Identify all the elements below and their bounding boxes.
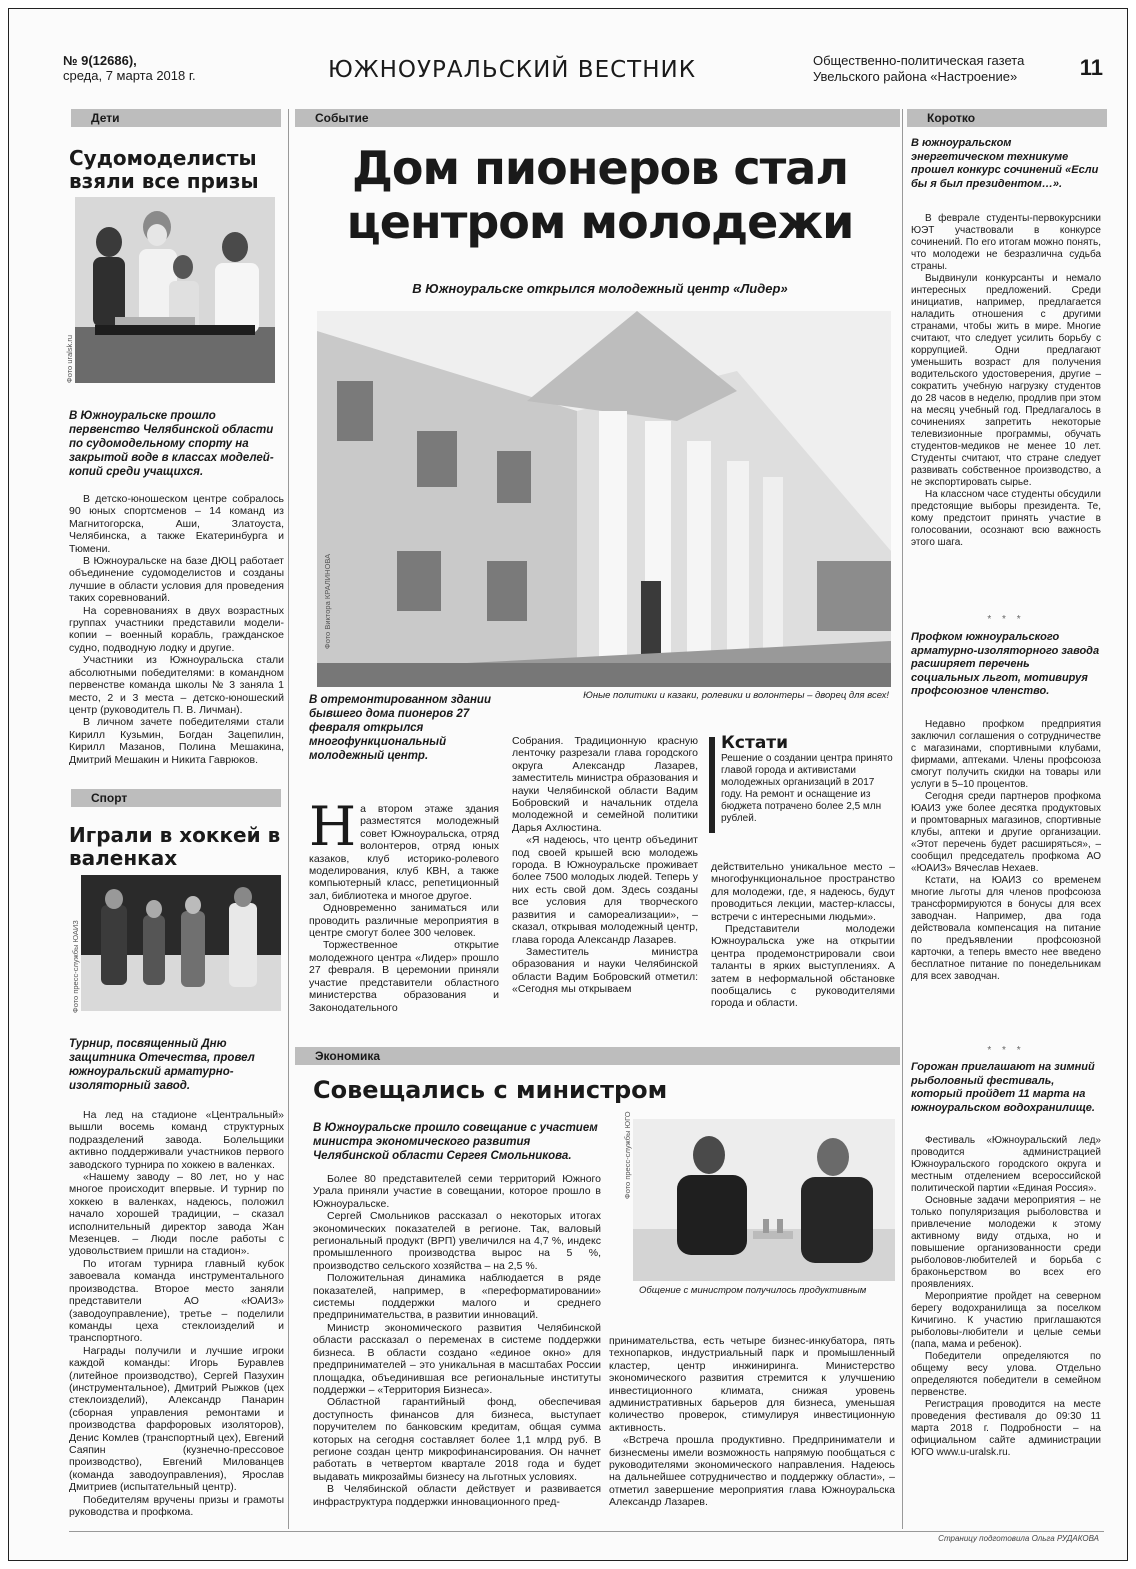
kids-lead: В Южноуральске прошло первенство Челябинской области по судомодельному спорту на закрытой воде в классах моделей-копий среди учащихся. [69,410,274,478]
main-paragraph: Торжественное открытие молодежного центра «Лидер» прошло 27 февраля. В церемонии приняли участие представители областного министерства образования и Законодательного [309,939,499,1014]
sport-photo-image [81,875,281,1011]
sport-paragraph: На лед на стадионе «Центральный» вышли восемь команд структурных подразделений завода. Болельщики активно поддерживали участников первого заводского турнира по хоккею в валенках. [69,1109,284,1171]
sport-paragraph: Награды получили и лучшие игроки каждой команды: Игорь Буравлев (литейное производство), Сергей Пазухин (инструментальное), Дмитрий Рыжков (цех стеклоизделий), Александр Панарин (сборная управления ремонтами и производства фарфоровых изоляторов), Денис Комлев (транспортный цех), Евгений Саяпин (кузнечно-прессовое производство), Евгений Милованцев (команда заводоуправления), Ярослав Дмитриев (испытательный центр). [69,1344,284,1494]
kstati-text: Решение о создании центра принято главой города и активистами молодежных организаций в 2017 году. На ремонт и оснащение из бюджета потрачено более 2,5 млн рублей. [721,753,893,824]
main-paragraph: Заместитель министра образования и науки Челябинской области Вадим Бобровский отметил: «Сегодня мы открываем [512,945,698,996]
brief-paragraph: Фестиваль «Южноуральский лед» проводится администрацией Южноуральского городского округа и местным отделением всероссийской политической партии «Единая Россия». [911,1135,1101,1194]
page-number: 11 [1079,55,1103,80]
sport-paragraph: Победителям вручены призы и грамоты руководства и профкома. [69,1493,284,1518]
economy-paragraph: Положительная динамика наблюдается в ряде показателей, например, в «переформатировании» системы поддержки малого и среднего предпринимательства, в развитии инноваций. [313,1272,601,1322]
economy-headline: Совещались с министром [313,1076,668,1104]
brief-paragraph: Победители определяются по общему весу улова. Отдельно определяются победители в семейном первенстве. [911,1351,1101,1398]
economy-paragraph: принимательства, есть четыре бизнес-инкубатора, пять технопарков, индустриальный парк и промышленный кластер, центр инжиниринга. Министерство экономического развития стремится к улучшению инвестиционного климата, снижая уровень административных барьеров для бизнеса, уменьшая количество проверок, стимулируя инвестиционную активность. [609,1335,895,1434]
brief-lead-1: В южноуральском энергетическом техникуме прошел конкурс сочинений «Если бы я был президентом…». [911,137,1099,190]
rubric-sobytie: Событие [295,109,900,127]
brief-paragraph: Кстати, на ЮАИЗ со временем многие льготы для членов профсоюза трансформируются в бонусы для всех заводчан. Например, два года действовала компенсация на питание по предъявлении профсоюзной карточки, а теперь вместо нее введено бесплатное питание по понедельникам для всех заводчан. [911,875,1101,982]
kids-body [69,493,284,766]
kids-photo [75,197,275,383]
main-body-col2 [512,735,698,996]
rubric-korotko: Коротко [907,109,1107,127]
rubric-sport: Спорт [71,789,281,807]
publisher-info [813,53,1024,85]
brief-paragraph: Регистрация проводится на месте проведения фестиваля до 09:30 11 марта 2018 г. Подробности – на официальном сайте администрации ЮГО www.u-uralsk.ru. [911,1399,1101,1458]
masthead [63,51,1103,95]
main-body-col3 [711,861,895,1010]
kids-paragraph: Участники из Южноуральска стали абсолютными победителями: в командном первенстве команда школы № 3 заняла 1 место, 2 и 3 места – детско-юношеский центр (руководитель П. В. Личман). [69,654,284,716]
brief-paragraph: В феврале студенты-первокурсники ЮЭТ участвовали в конкурсе сочинений. По его итогам можно понять, что молодежи не безразлична судьба страны. [911,213,1101,272]
newspaper-page [8,8,1128,1561]
kids-headline: Судомоделисты взяли все призы [69,146,259,193]
main-lead: В отремонтированном здании бывшего дома пионеров 27 февраля открылся многофункциональный молодежный центр. [309,694,491,762]
kstati-box [721,733,896,825]
column-divider [902,109,903,1529]
economy-paragraph: Сергей Смольников рассказал о некоторых итогах экономических показателей в регионе. Так, валовый региональный продукт (ВРП) увеличился на 4,7 %, индекс промышленного производства вырос на 5 %, производство сельского хозяйства – на 2,5 %. [313,1210,601,1272]
main-paragraph: Одновременно заниматься или проводить различные мероприятия в центре смогут более 300 человек. [309,902,499,940]
brief-body-1 [911,213,1101,549]
main-paragraph: «Я надеюсь, что центр объединит под своей крышей всю молодежь города. В Южноуральске проживает более 7500 молодых людей. Теперь у них есть свой дом. Здесь созданы все условия для творческого развития и самореализации», – сказал, открывая молодежный центр, глава города Александр Лазарев. [512,834,698,946]
sport-headline: Играли в хоккей в валенках [69,823,281,870]
brief-paragraph: Недавно профком предприятия заключил соглашения о сотрудничестве с магазинами, спортивными клубами, фирмами, аптеками. Члены профсоюза смогут получить скидки на товары или услуги в 5–10 процентов. [911,719,1101,790]
brief-separator: * * * [987,614,1025,625]
kstati-bar [709,737,715,833]
economy-paragraph: В Челябинской области действует и развивается инфраструктура поддержки инновационного пред- [313,1483,601,1508]
rubric-ekonomika: Экономика [295,1047,900,1065]
brief-paragraph: Мероприятие пройдет на северном берегу водохранилища за поселком Кичигино. К участию приглашаются рыболовы-любители и целые семьи (папа, мама и ребенок). [911,1291,1101,1350]
main-paragraph: Собрания. Традиционную красную ленточку разрезали глава городского округа Александр Лазарев, заместитель министра образования и науки Челябинской области Вадим Бобровский и начальник отдела молодежной и семейной политики Дарья Ахлюстина. [512,735,698,834]
economy-photo-caption: Общение с министром получилось продуктивным [639,1285,867,1296]
sport-paragraph: По итогам турнира главный кубок завоевала команда инструментального производства. Второе место заняли представители АО «ЮАИЗ» (заводоуправление), третье – поделили команды цеха стеклоизделий и транспортного. [69,1257,284,1345]
economy-paragraph: Областной гарантийный фонд, обеспечивая доступность финансов для бизнеса, выступает поручителем по банковским кредитам, общая сумма которых на сегодня составляет более 1,1 млрд руб. В регионе создан центр микрофинансирования. Он начнет работать в четвертом квартале 2018 года и будет выдавать микрозаймы бизнесу на льготных условиях. [313,1396,601,1483]
main-paragraph: Представители молодежи Южноуральска уже на открытии центра продемонстрировали свои таланты в ярких выступлениях. А затем в неформальной обстановке пообщались с руководителями города и области. [711,923,895,1010]
sport-lead: Турнир, посвященный Дню защитника Отечества, провел южноуральский арматурно-изоляторный завод. [69,1038,255,1092]
kids-paragraph: В личном зачете победителями стали Кирилл Кузьмин, Богдан Зацепилин, Кирилл Мазанов, Полина Мешакина, Дмитрий Мешакин и Никита Гаврюков. [69,716,284,766]
brief-body-2 [911,719,1101,983]
kids-paragraph: В детско-юношеском центре собралось 90 юных спортсменов – 14 команд из Магнитогорска, Аши, Златоуста, Челябинска, а также Екатеринбурга и Тюмени. [69,493,284,555]
main-headline: Дом пионеров стал центром молодежи [346,141,854,249]
issue-number: № 9(12686), [63,53,137,68]
economy-photo-image [633,1119,895,1281]
page-prepared-by: Страницу подготовила Ольга РУДАКОВА [938,1534,1099,1543]
issue-info [63,53,196,83]
main-paragraph [309,795,499,902]
kstati-title: Кстати [721,733,789,753]
kids-paragraph: На соревнованиях в двух возрастных группах участники представили модели-копии – военный корабль, гражданское судно, подводную лодку и другие. [69,604,284,654]
publisher-line-1: Общественно-политическая газета [813,53,1025,68]
economy-body-col2 [609,1335,895,1509]
economy-paragraph: «Встреча прошла продуктивно. Предприниматели и бизнесмены имели возможность напрямую пообщаться с руководителями экономического направления. Надеюсь на дальнейшее сотрудничество и поддержку области», – отметил завершение мероприятия глава Южноуральска Александр Лазарев. [609,1434,895,1509]
sport-paragraph: «Нашему заводу – 80 лет, но у нас многое происходит впервые. И турнир по хоккею в валенках, надеюсь, положил начало хорошей традиции, – сказал исполнительный директор завода Жан Мезенцев. – Люди после работы с удовольствием пришли на стадион». [69,1171,284,1258]
brief-paragraph: Основные задачи мероприятия – не только популяризация рыболовства и привлечение молодежи к этому активному виду отдыха, но и повышение организованности среди рыболовов-любителей и борьба с браконьерством во всех его проявлениях. [911,1195,1101,1290]
brief-paragraph: Выдвинули конкурсанты и немало интересных предложений. Среди инициатив, например, предлагается наладить отношения с другими странами, чтобы жить в мире. Многие считают, что следует усилить борьбу с коррупцией. Одни предлагают уменьшить возраст для получения водительского удостоверения, другие – сократить учебную нагрузку студентов до 28 часов в неделю, продлив при этом на месяц учебный год. Предлагалось в сочинениях запретить некоторые телевизионные программы, обучать студентов-медиков не менее 10 лет. Студенты считают, что стране следует развивать собственное производство, а не экспортировать сырье. [911,273,1101,488]
sport-photo [81,875,281,1011]
brief-separator: * * * [987,1045,1025,1056]
main-paragraph-text: а втором этаже здания разместятся молодежный совет Южноуральска, отряд волонтеров, отряд юных казаков, клуб историко-ролевого моделирования, клуб КВН, а также компьютерный класс, репетиционный зал, библиотека и многое другое. [309,803,499,902]
economy-body-col1 [313,1173,601,1508]
column-divider [288,109,289,1529]
economy-photo-credit: Фото пресс-службы ЮГО [623,1111,632,1199]
main-photo [317,311,891,687]
main-photo-credit: Фото Виктора КРАЛИНОВА [323,553,332,649]
newspaper-title: ЮЖНОУРАЛЬСКИЙ ВЕСТНИК [328,57,697,83]
brief-lead-3: Горожан приглашают на зимний рыболовный фестиваль, который пройдет 11 марта на южноуральском водохранилище. [911,1061,1095,1114]
footer-rule [69,1531,1104,1532]
kids-photo-image [75,197,275,383]
issue-date: среда, 7 марта 2018 г. [63,68,196,83]
main-paragraph: действительно уникальное место – многофункциональное пространство для молодежи, где, я надеюсь, будут проводиться лекции, мастер-классы, встречи с интересными людьми». [711,861,895,923]
kids-photo-credit: Фото uralsk.ru [65,334,74,383]
main-photo-caption: Юные политики и казаки, ролевики и волонтеры – дворец для всех! [583,690,889,701]
sport-photo-credit: Фото пресс-службы ЮАИЗ [71,920,80,1013]
brief-body-3 [911,1135,1101,1459]
main-photo-image [317,311,891,687]
economy-paragraph: Министр экономического развития Челябинской области рассказал о переменах в системе поддержки бизнеса. В области создано «единое окно» для предпринимателей – это уникальная в масштабах России площадка, объединившая все региональные институты поддержки – «Территория Бизнеса». [313,1321,601,1396]
drop-cap: Н [309,795,357,858]
main-subhead: В Южноуральске открылся молодежный центр «Лидер» [412,281,788,296]
brief-lead-2: Профком южноуральского арматурно-изоляторного завода расширяет перечень социальных льгот, мотивируя профсоюзное членство. [911,631,1100,697]
main-body-col1 [309,795,499,1014]
economy-paragraph: Более 80 представителей семи территорий Южного Урала приняли участие в совещании, которое прошло в Южноуральске. [313,1173,601,1210]
sport-body [69,1109,284,1518]
publisher-line-2: Увельского района «Настроение» [813,69,1018,84]
economy-photo [633,1119,895,1281]
brief-paragraph: На классном часе студенты обсудили предстоящие выборы президента. Те, кому предстоит принять участие в голосовании, осознают всю важность этого шага. [911,489,1101,548]
brief-paragraph: Сегодня среди партнеров профкома ЮАИЗ уже более десятка продуктовых и промтоварных магазинов, спортивные клубы, аптеки и другие организации. «Этот перечень будет расширяться», – сообщил председатель профкома АО «ЮАИЗ» Вячеслав Нехаев. [911,791,1101,874]
rubric-deti: Дети [71,109,281,127]
economy-lead: В Южноуральске прошло совещание с участием министра экономического развития Челябинской области Сергея Смольникова. [313,1122,598,1162]
kids-paragraph: В Южноуральске на базе ДЮЦ работает объединение судомоделистов и созданы лучшие в области условия для проведения таких соревнований. [69,555,284,605]
